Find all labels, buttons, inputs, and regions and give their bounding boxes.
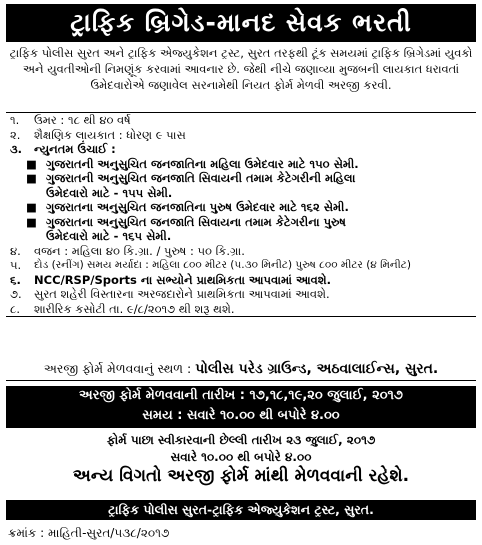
item-text: વજન : મહિલા ૪૦ કિ.ગ્રા. / પુરુષ : ૫૦ કિ.ગ્રા. xyxy=(34,243,245,258)
location-label: અરજી ફોર્મ મેળવવાનું સ્થળ : xyxy=(43,361,192,376)
item-number: ૭. xyxy=(10,287,22,301)
page-title: ટ્રાફિક બ્રિગેડ-માનદ સેવક ભરતી xyxy=(6,4,476,42)
form-time: સમય : સવારે ૧૦.૦૦ થી બપોરે ૪.૦૦ xyxy=(142,408,340,423)
height-subitem xyxy=(6,215,476,230)
item-number: ૩. xyxy=(10,142,23,156)
subitem-text: ગુજરાતના અનુસુચિત જનજાતિના પુરુષ ઉમેદવાર માટે ૧૬૨ સેમી. xyxy=(46,200,349,214)
item-text: સુરત શહેરી વિસ્તારના અરજદારોને પ્રાથમિકતા આપવામાં આવશે. xyxy=(34,287,330,301)
bullet-icon: ■ xyxy=(26,214,37,229)
last-date-section xyxy=(6,432,476,487)
item-text: ન્યુનતમ ઉંચાઈ : xyxy=(34,142,116,156)
height-subitem xyxy=(6,157,476,172)
item-number: ૬. xyxy=(10,272,21,287)
list-item xyxy=(6,128,476,143)
item-text: શૈક્ષણિક લાયકાત : ધોરણ ૯ પાસ xyxy=(34,127,186,142)
item-number: ૧. xyxy=(10,113,20,127)
list-item xyxy=(6,302,476,317)
height-subitem xyxy=(6,200,476,215)
item-text: દોડ (રનીંગ) સમય મર્યાદા : મહિલા ૮૦૦ મીટર (૫.૩૦ મિનીટ) પુરુષ ૮૦૦ મીટર (૪ મિનીટ) xyxy=(34,259,411,271)
form-dates-box xyxy=(6,386,476,428)
item-text: ઉંમર : ૧૮ થી ૪૦ વર્ષ xyxy=(34,113,131,127)
form-dates: અરજી ફોર્મ મેળવવાની તારીખ : ૧૭,૧૮,૧૯,૨૦ જુલાઈ, ૨૦૧૭ xyxy=(79,388,403,403)
item-text: શારીરિક કસોટી તા. ૯/૮/૨૦૧૭ થી શરૂ થશે. xyxy=(34,301,235,316)
reference-number: ક્રમાંક : માહિતી-સુરત/૫૩૮/૨૦૧૭ xyxy=(8,526,170,540)
list-item xyxy=(6,244,476,259)
list-item xyxy=(6,258,476,273)
item-text: NCC/RSP/Sports ના સભ્યોને પ્રાથમિકતા આપવામાં આવશે. xyxy=(34,272,331,287)
item-number: ૨. xyxy=(10,127,21,142)
subitem-text: ગુજરાતની અનુસુચિત જનજાતિના મહિલા ઉમેદવાર માટે ૧૫૦ સેમી. xyxy=(46,156,359,171)
subitem-text: ગુજરાતના અનુસુચિત જનજાતિ સિવાયના તમામ કેટેગરીના પુરુષ xyxy=(46,214,346,229)
item-number: ૮. xyxy=(10,301,20,316)
bullet-icon: ■ xyxy=(26,171,37,185)
height-subitem xyxy=(6,171,476,186)
height-subitem-continued: ઉમેદવારો માટે - ૧૫૫ સેમી. xyxy=(46,185,173,200)
last-date-time: સવારે ૧૦.૦૦ થી બપોરે ૪.૦૦ xyxy=(170,450,312,464)
list-item xyxy=(6,113,476,128)
height-subitem-continued: ઉમેદવારો માટે - ૧૬૫ સેમી. xyxy=(46,229,172,243)
bullet-icon: ■ xyxy=(26,156,37,171)
form-location xyxy=(6,358,476,381)
location-value: પોલીસ પરેડ ગ્રાઉન્ડ, અઠવાલાઈન્સ, સુરત. xyxy=(195,361,439,377)
intro-text: ટ્રાફિક પોલીસ સુરત અને ટ્રાફિક એજ્યુકેશન ટ્રસ્ટ, સુરત તરફથી ટૂંક સમયમાં ટ્રાફિક બ્રિગેડમાં યુવકો અને યુવતીઓની નિમણૂંક કરવામાં આવનાર છે. જેથી નીચે જણાવ્યા મુજબની લાયકાત ધરાવતાં ઉમેદવારોએ જણાવેલ સરનામેથી નિયત ફોર્મ મેળવી અરજી કરવી. xyxy=(9,46,473,92)
other-details-note: અન્ય વિગતો અરજી ફોર્મ માંથી મેળવવાની રહેશે. xyxy=(72,466,410,486)
subitem-text: ગુજરાતની અનુસુચિત જનજાતિ સિવાયની તમામ કેટેગરીની મહિલા xyxy=(46,171,356,185)
bullet-icon: ■ xyxy=(26,200,37,214)
eligibility-list xyxy=(6,112,476,317)
item-number: ૪. xyxy=(10,243,21,258)
list-item xyxy=(6,273,476,288)
list-item xyxy=(6,142,476,157)
list-item xyxy=(6,287,476,302)
item-number: ૫. xyxy=(10,258,22,272)
footer: ટ્રાફિક પોલીસ સુરત-ટ્રાફિક એજ્યુકેશન ટ્રસ્ટ, સુરત. xyxy=(6,500,476,520)
last-date: ફોર્મ પાછા સ્વીકારવાની છેલ્લી તારીખ ૨૩ જુલાઈ, ૨૦૧૭ xyxy=(106,433,376,447)
